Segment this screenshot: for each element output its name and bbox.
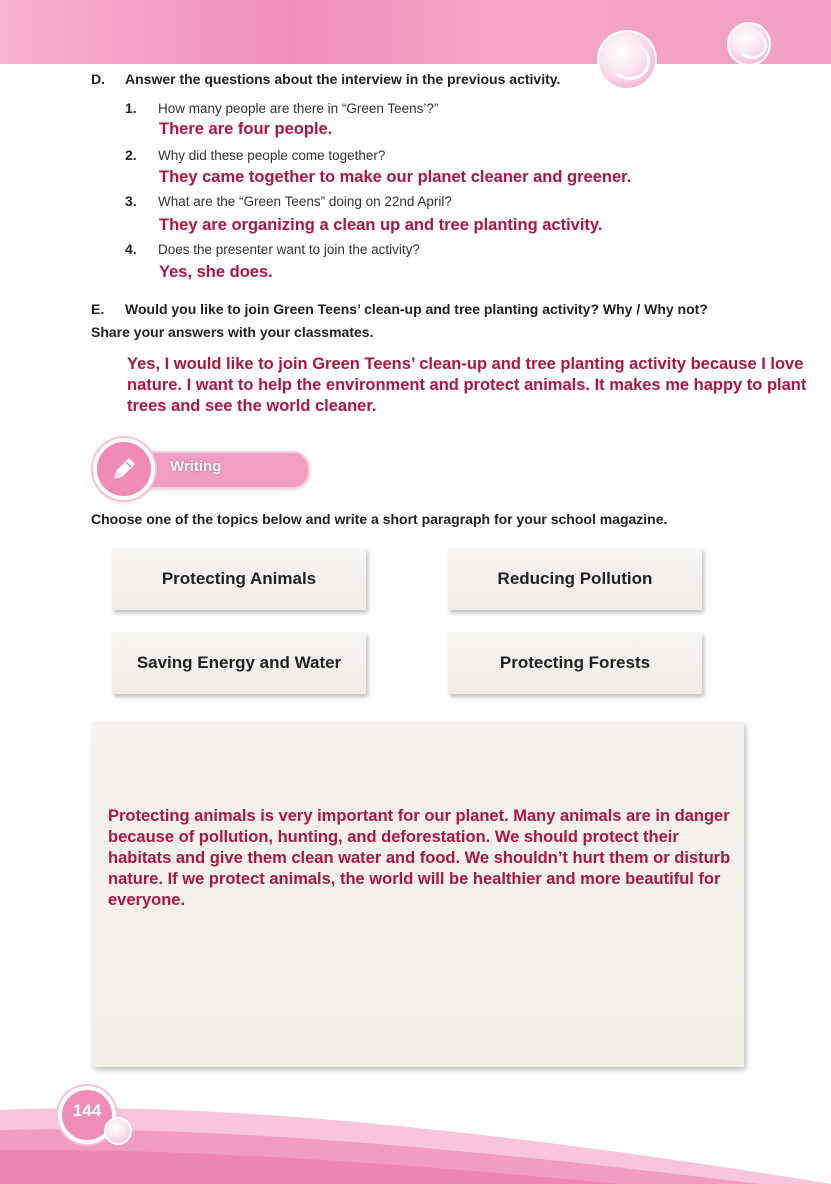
question-number: 1. <box>125 100 137 116</box>
topic-card-protecting-forests: Protecting Forests <box>448 632 702 694</box>
pencil-icon <box>93 438 155 500</box>
question-text: Does the presenter want to join the activity? <box>158 242 420 257</box>
answer-text: They came together to make our planet cleaner and greener. <box>159 168 632 186</box>
topic-card-protecting-animals: Protecting Animals <box>112 548 366 610</box>
question-text: How many people are there in “Green Teens’?” <box>158 101 439 116</box>
bubble-decoration-icon <box>727 22 771 66</box>
header-band <box>0 0 831 64</box>
question-text: Why did these people come together? <box>158 148 386 163</box>
topic-card-reducing-pollution: Reducing Pollution <box>448 548 702 610</box>
bubble-decoration-icon <box>104 1117 132 1145</box>
answer-text: Yes, she does. <box>159 263 273 281</box>
question-number: 3. <box>125 193 137 209</box>
writing-title: Writing <box>170 458 222 475</box>
bubble-decoration-icon <box>597 30 657 90</box>
writing-instruction: Choose one of the topics below and write a short paragraph for your school magazine. <box>91 511 668 527</box>
section-d-label: D. <box>91 71 105 87</box>
section-e-answer: Yes, I would like to join Green Teens’ clean-up and tree planting activity because I love nature. I want to help the environment and protect animals. It makes me happy to plant trees and see the world cleaner. <box>127 355 807 415</box>
section-e-label: E. <box>91 301 105 317</box>
question-text: What are the “Green Teens” doing on 22nd April? <box>158 194 452 209</box>
page-number: 144 <box>72 1101 102 1120</box>
question-number: 4. <box>125 241 137 257</box>
topic-card-saving-energy-water: Saving Energy and Water <box>112 632 366 694</box>
answer-text: They are organizing a clean up and tree planting activity. <box>159 216 603 234</box>
section-e-instruction-line2: Share your answers with your classmates. <box>91 324 374 340</box>
section-e-instruction: Would you like to join Green Teens’ clean-up and tree planting activity? Why / Why not? <box>125 301 708 317</box>
answer-text: There are four people. <box>159 120 333 138</box>
question-number: 2. <box>125 147 137 163</box>
writing-paragraph: Protecting animals is very important for our planet. Many animals are in danger because of pollution, hunting, and deforestation. We should protect their habitats and give them clean water and food. We shouldn’t hurt them or disturb nature. If we protect animals, the world will be healthier and more beautiful for everyone. <box>108 807 731 909</box>
section-d-instruction: Answer the questions about the interview in the previous activity. <box>125 71 561 87</box>
